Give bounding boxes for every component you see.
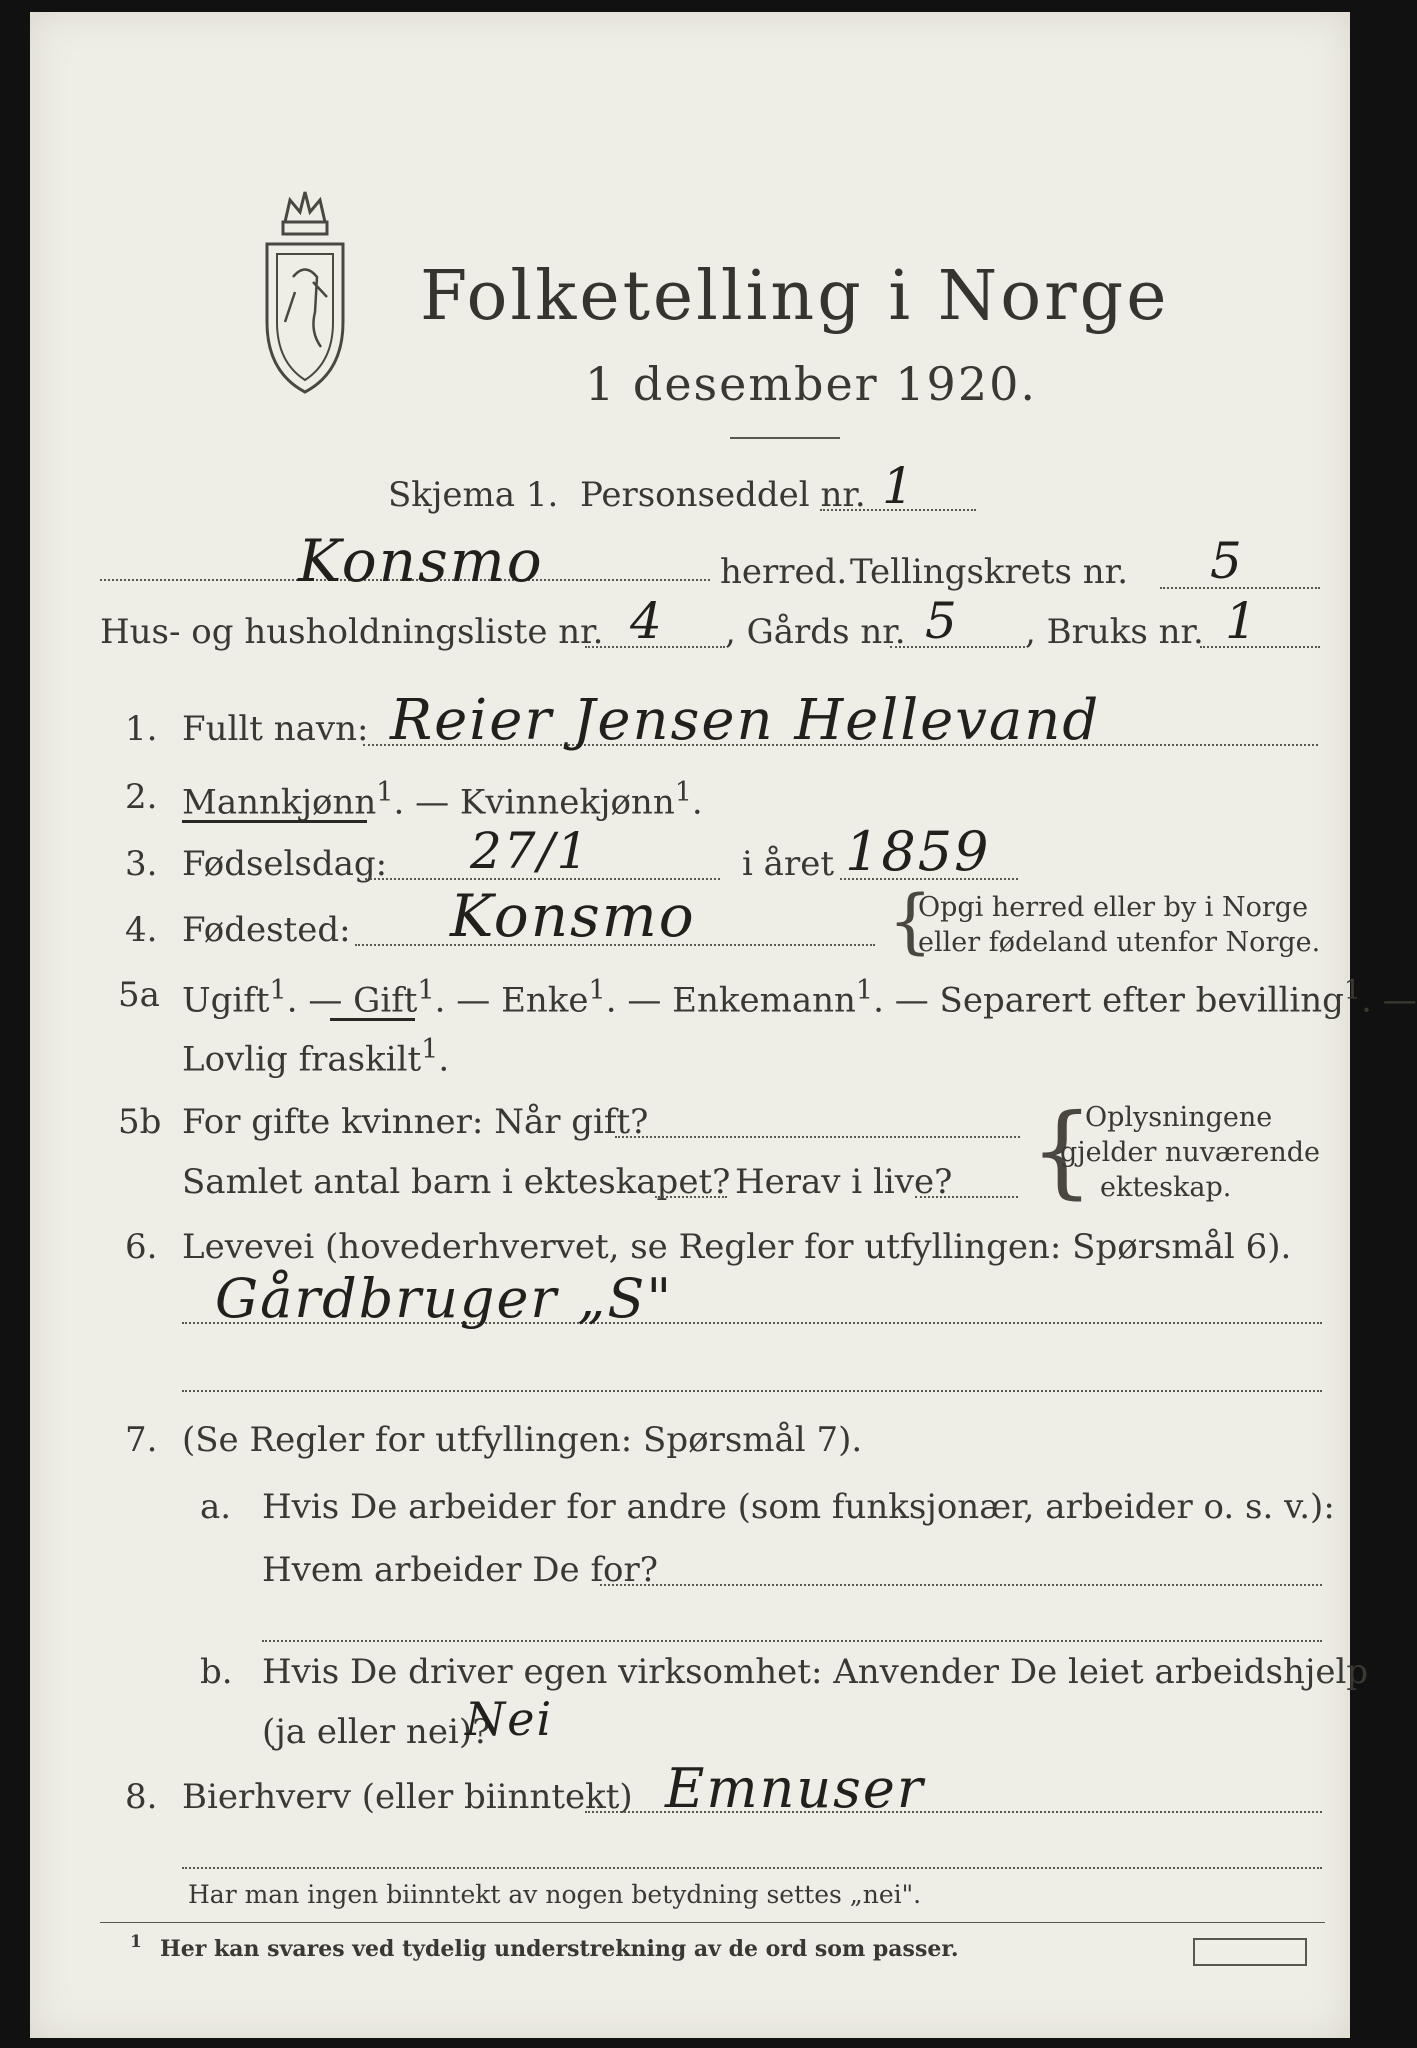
birthplace-value[interactable]: Konsmo [450, 882, 696, 950]
gards-value[interactable]: 5 [925, 592, 959, 650]
bruks-label: , Bruks nr. [1025, 612, 1204, 652]
birthplace-note-line2: eller fødeland utenfor Norge. [918, 927, 1321, 958]
separert-option[interactable]: Separert efter bevilling [939, 980, 1344, 1021]
bruks-value[interactable]: 1 [1225, 592, 1259, 650]
q6-label: Levevei (hovederhvervet, se Regler for utfyllingen: Spørsmål 6). [182, 1227, 1292, 1267]
form-title: Folketelling i Norge [420, 257, 1170, 336]
census-date: 1 desember 1920. [585, 357, 1037, 411]
q3-label: Fødselsdag: [182, 844, 388, 884]
birthplace-note-line1: Opgi herred eller by i Norge [918, 892, 1309, 923]
gards-label: , Gårds nr. [725, 612, 906, 652]
side-income-value[interactable]: Emnuser [665, 1757, 925, 1820]
q7a-employer-label: Hvem arbeider De for? [262, 1550, 658, 1590]
q5b-number: 5b [118, 1102, 162, 1142]
footnote-text: Her kan svares ved tydelig understrekning av de ord som passer. [160, 1936, 959, 1962]
marriage-note-line1: Oplysningene [1085, 1102, 1273, 1133]
bruks-field-line [1200, 646, 1320, 648]
marriage-note-brace: { [1030, 1092, 1094, 1209]
q7b-number: b. [200, 1652, 233, 1692]
skjema-label: Skjema 1. [388, 475, 559, 515]
q1-label: Fullt navn: [182, 709, 369, 749]
gift-underline-mark [330, 1018, 415, 1021]
q7b-label: Hvis De driver egen virksomhet: Anvender De leiet arbeidshjelp [262, 1652, 1369, 1692]
fraskilt-option[interactable]: Lovlig fraskilt [182, 1039, 422, 1080]
female-option[interactable]: Kvinnekjønn [459, 782, 675, 823]
q7-label: (Se Regler for utfyllingen: Spørsmål 7). [182, 1420, 863, 1460]
side-income-field-line-2 [182, 1867, 1322, 1869]
q7a-label: Hvis De arbeider for andre (som funksjonær, arbeider o. s. v.): [262, 1487, 1335, 1527]
q4-label: Fødested: [182, 910, 351, 950]
q7-number: 7. [125, 1420, 158, 1460]
q7a-number: a. [200, 1487, 232, 1527]
birthplace-note-brace: { [888, 880, 933, 962]
marital-status-options: Ugift$^1$. — Gift$^1$. — Enke$^1$. — Enkemann$^1$. — Separert efter bevilling$^1$. — [182, 975, 1417, 1021]
q8-number: 8. [125, 1777, 158, 1817]
hired-help-value[interactable]: Nei [465, 1692, 554, 1746]
gift-option[interactable]: Gift [353, 980, 418, 1021]
married-when-field-line [615, 1136, 1020, 1138]
hus-label: Hus- og husholdningsliste nr. [100, 612, 604, 652]
alive-field-line [915, 1196, 1018, 1198]
occupation-field-line-2 [182, 1390, 1322, 1392]
q2-number: 2. [125, 777, 158, 817]
q3-number: 3. [125, 844, 158, 884]
male-option[interactable]: Mannkjønn [182, 782, 377, 823]
enke-option[interactable]: Enke [501, 980, 589, 1021]
children-field-line [655, 1196, 727, 1198]
q1-number: 1. [125, 709, 158, 749]
ugift-option[interactable]: Ugift [182, 980, 270, 1021]
q4-number: 4. [125, 910, 158, 950]
hus-value[interactable]: 4 [630, 592, 664, 650]
personseddel-label: Personseddel nr. [580, 475, 866, 515]
year-label: i året [742, 844, 834, 884]
employer-field-line-2 [262, 1640, 1322, 1642]
enkemann-option[interactable]: Enkemann [672, 980, 856, 1021]
q8-label: Bierhverv (eller biinntekt) [182, 1777, 633, 1817]
full-name-value[interactable]: Reier Jensen Hellevand [390, 688, 1101, 753]
footnote-divider [100, 1922, 1325, 1923]
q5b-alive-label: Herav i live? [735, 1162, 953, 1202]
q6-number: 6. [125, 1227, 158, 1267]
herred-value[interactable]: Konsmo [298, 527, 544, 595]
employer-field-line-1 [600, 1584, 1322, 1586]
herred-label: herred. [720, 552, 848, 592]
no-income-note: Har man ingen biinntekt av nogen betydning settes „nei". [188, 1880, 922, 1909]
birthday-value[interactable]: 27/1 [470, 822, 591, 880]
tellingskrets-label: Tellingskrets nr. [850, 552, 1129, 592]
marriage-note-line2: gjelder nuværende [1060, 1137, 1320, 1168]
year-value[interactable]: 1859 [845, 820, 991, 883]
census-form-page [30, 12, 1417, 2038]
q5a-number: 5a [118, 975, 160, 1015]
occupation-value[interactable]: Gårdbruger „S" [215, 1267, 674, 1330]
q5b-children-label: Samlet antal barn i ekteskapet? [182, 1162, 731, 1202]
personseddel-value[interactable]: 1 [882, 457, 916, 515]
q7b-yesno-label: (ja eller nei)? [262, 1712, 491, 1752]
fraskilt-option-wrap: Lovlig fraskilt$^1$. [182, 1034, 450, 1080]
tellingskrets-value[interactable]: 5 [1210, 532, 1244, 590]
q5b-married-when-label: For gifte kvinner: Når gift? [182, 1102, 649, 1142]
male-underline-mark [182, 820, 367, 823]
printer-stamp-mark [1193, 1938, 1307, 1966]
footnote-number: 1 [130, 1932, 142, 1952]
title-divider [730, 437, 840, 439]
sex-options: Mannkjønn$^1$. — Kvinnekjønn$^1$. [182, 777, 703, 823]
marriage-note-line3: ekteskap. [1100, 1172, 1232, 1203]
coat-of-arms-icon [255, 182, 355, 402]
